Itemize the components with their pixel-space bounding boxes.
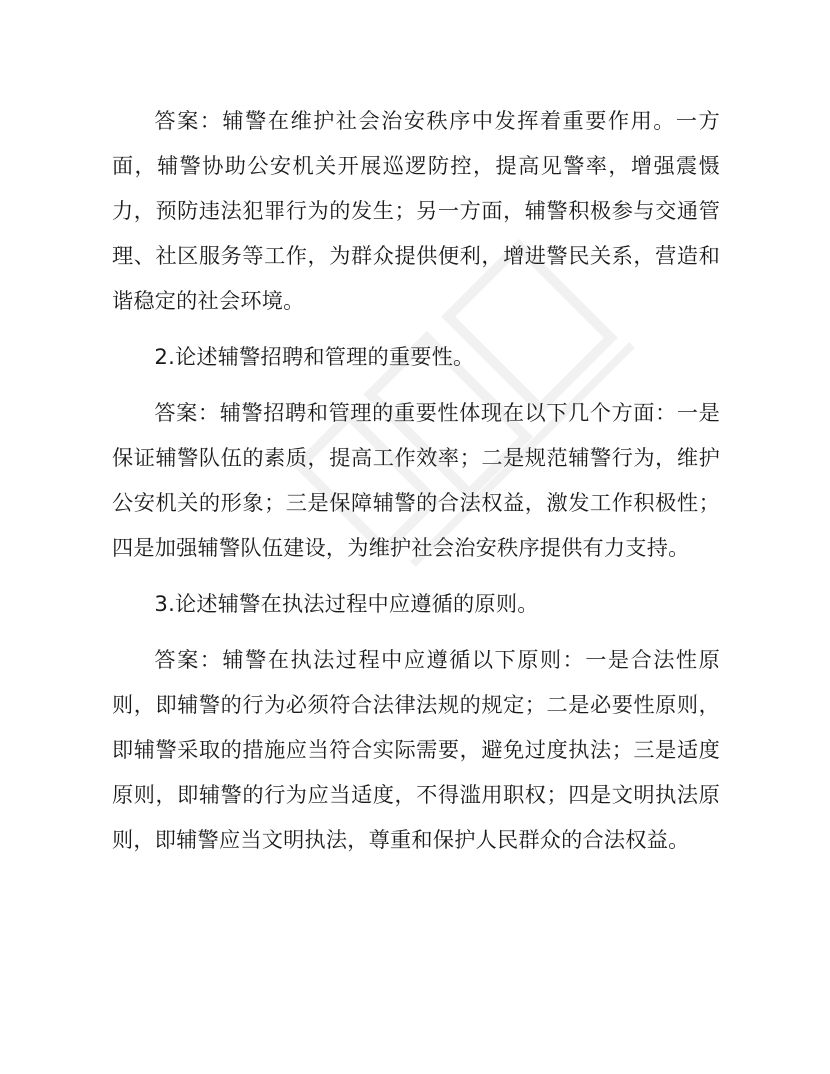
document-body xyxy=(112,98,720,873)
answer-paragraph-2: 答案：辅警招聘和管理的重要性体现在以下几个方面：一是保证辅警队伍的素质，提高工作效率；二是规范辅警行为，维护公安机关的形象；三是保障辅警的合法权益，激发工作积极性；四是加强辅警队伍建设，为维护社会治安秩序提供有力支持。 xyxy=(112,400,720,560)
answer-paragraph-3: 答案：辅警在执法过程中应遵循以下原则：一是合法性原则，即辅警的行为必须符合法律法规的规定；二是必要性原则，即辅警采取的措施应当符合实际需要，避免过度执法；三是适度原则，即辅警的行为应当适度，不得滥用职权；四是文明执法原则，即辅警应当文明执法，尊重和保护人民群众的合法权益。 xyxy=(112,647,720,852)
answer-paragraph-1: 答案：辅警在维护社会治安秩序中发挥着重要作用。一方面，辅警协助公安机关开展巡逻防控，提高见警率，增强震慑力，预防违法犯罪行为的发生；另一方面，辅警积极参与交通管理、社区服务等工作，为群众提供便利，增进警民关系，营造和谐稳定的社会环境。 xyxy=(112,108,720,313)
question-heading-2: 2.论述辅警招聘和管理的重要性。 xyxy=(154,344,475,369)
question-heading-3: 3.论述辅警在执法过程中应遵循的原则。 xyxy=(154,591,539,616)
